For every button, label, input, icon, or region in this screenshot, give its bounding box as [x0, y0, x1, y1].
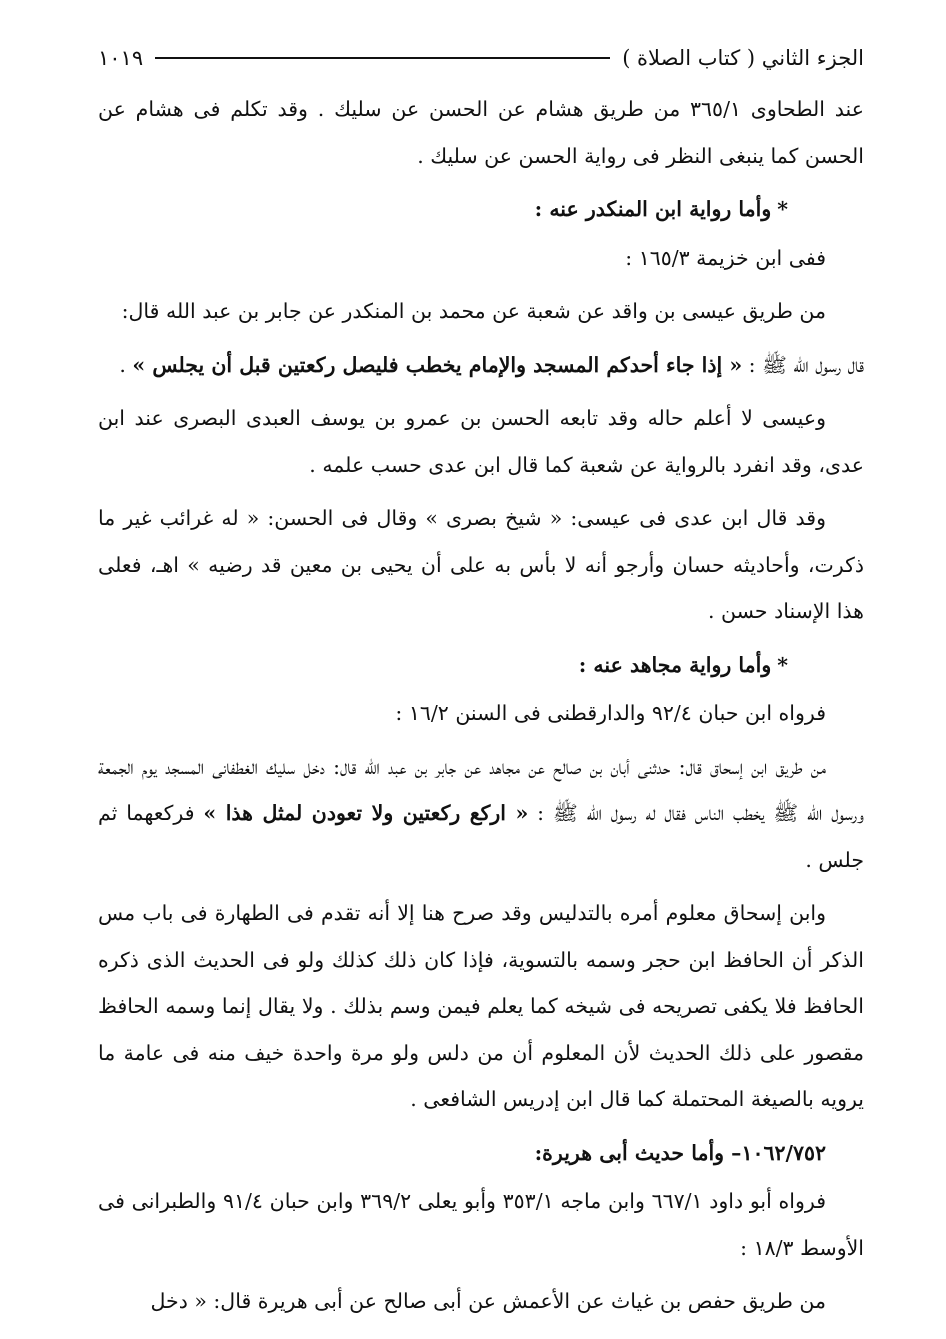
- hadith-matn-2: [98, 744, 864, 884]
- heading-mujahid: [98, 642, 864, 689]
- paragraph-ibn-ishaq: وابن إسحاق معلوم أمره بالتدليس وقد صرح هنا إلا أنه تقدم فى الطهارة فى باب مس الذكر أن الحافظ ابن حجر وسمه بالتسوية، فإذا كان ذلك كذلك ولو فى الحديث الذى ذكره الحافظ فلا يكفى تصريحه فى شيخه كما يعلم فيمن وسم بذلك . ولا يقال إنما وسمه الحافظ مقصور على ذلك الحديث لأن المعلوم أن من دلس ولو مرة واحدة خيف منه فى عامة ما يرويه بالصيغة المحتملة كما قال ابن إدريس الشافعى .: [98, 901, 864, 1111]
- hadith-intro: من طريق ابن إسحاق قال: حدثنى أبان بن صالح عن مجاهد عن جابر بن عبد الله قال: دخل سليك الغطفانى المسجد يوم الجمعة ورسول الله ﷺ يخطب الناس فقال له رسول الله ﷺ :: [98, 754, 864, 825]
- isnad-hafs: من طريق حفص بن غياث عن الأعمش عن أبى صالح عن أبى هريرة قال: « دخل: [150, 1289, 826, 1313]
- source-ibn-khuzaymah: ففى ابن خزيمة ١٦٥/٣ :: [625, 245, 826, 270]
- hadith-matn-1: [98, 342, 864, 389]
- page-header: [98, 40, 864, 76]
- hadith-intro: قال رسول الله ﷺ :: [742, 352, 864, 377]
- running-title: الجزء الثاني ( كتاب الصلاة ): [622, 46, 864, 70]
- header-rule: [155, 57, 610, 59]
- heading-text: وأما رواية ابن المنكدر عنه :: [534, 197, 772, 221]
- heading-abu-hurayrah: ١٠٦٢/٧٥٢– وأما حديث أبى هريرة:: [534, 1140, 826, 1165]
- source-ibn-hibban: فرواه ابن حبان ٩٢/٤ والدارقطنى فى السنن ١٦/٢ :: [395, 701, 826, 725]
- page-content: [98, 86, 864, 1325]
- hadith-quote: « إذا جاء أحدكم المسجد والإمام يخطب فليصل ركعتين قبل أن يجلس »: [132, 352, 743, 377]
- paragraph-isa-status: وعيسى لا أعلم حاله وقد تابعه الحسن بن عمرو بن يوسف العبدى البصرى عند ابن عدى، وقد انفرد بالرواية عن شعبة كما قال ابن عدى حسب علمه .: [98, 406, 864, 477]
- heading-text: وأما رواية مجاهد عنه :: [578, 652, 772, 677]
- hadith-quote: « اركع ركعتين ولا تعودن لمثل هذا »: [203, 801, 529, 825]
- source-abu-dawud: فرواه أبو داود ٦٦٧/١ وابن ماجه ٣٥٣/١ وأبو يعلى ٣٦٩/٢ وابن حبان ٩١/٤ والطبرانى فى الأوسط ١٨/٣ :: [98, 1189, 864, 1260]
- paragraph-hisham: عند الطحاوى ٣٦٥/١ من طريق هشام عن الحسن عن سليك . وقد تكلم فى هشام عن الحسن كما ينبغى النظر فى رواية الحسن عن سليك .: [98, 97, 864, 168]
- asterisk-icon: *: [777, 652, 788, 677]
- isnad-isa: من طريق عيسى بن واقد عن شعبة عن محمد بن المنكدر عن جابر بن عبد الله قال:: [121, 299, 826, 323]
- hadith-end: فركعهما ثم جلس .: [98, 801, 864, 872]
- asterisk-icon: *: [777, 197, 788, 221]
- hadith-end: .: [119, 352, 133, 377]
- page-number: ١٠١٩: [98, 46, 144, 70]
- paragraph-ibn-adi: وقد قال ابن عدى فى عيسى: « شيخ بصرى » وقال فى الحسن: « له غرائب غير ما ذكرت، وأحاديثه حسان وأرجو أنه لا بأس به على أن يحيى بن معين قد رضيه » اهـ، فعلى هذا الإسناد حسن .: [98, 506, 864, 623]
- heading-ibn-almunkadir: [98, 186, 864, 233]
